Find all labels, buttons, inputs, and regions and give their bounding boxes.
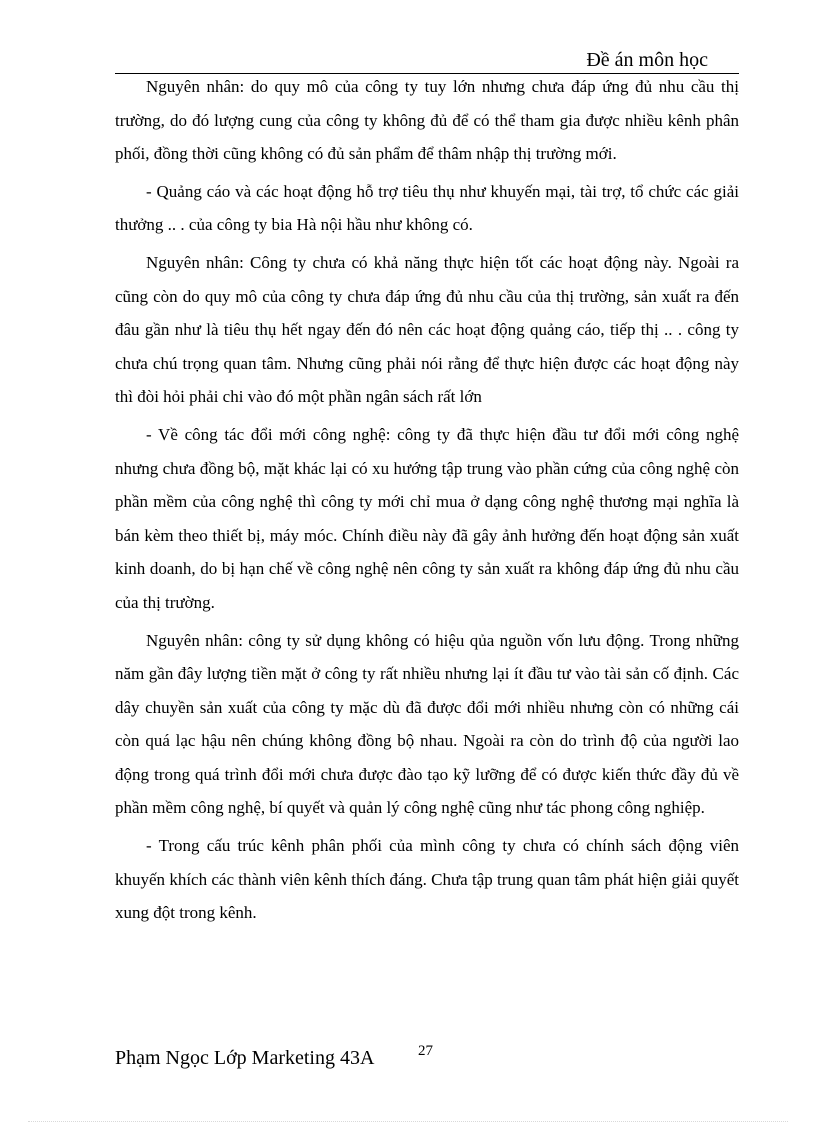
document-footer: [115, 1043, 433, 1070]
paragraph-technology-innovation: - Về công tác đổi mới công nghệ: công ty đã thực hiện đầu tư đổi mới công nghệ nhưng chưa đồng bộ, mặt khác lại có xu hướng tập trung vào phần cứng của công nghệ còn phần mềm của công nghệ thì công ty mới chỉ mua ở dạng công nghệ thương mại nghĩa là bán kèm theo thiết bị, máy móc. Chính điều này đã gây ảnh hưởng đến hoạt động sản xuất kinh doanh, do bị hạn chế về công nghệ nên công ty sản xuất ra không đáp ứng đủ nhu cầu của thị trường.: [115, 424, 739, 612]
page-number: 27: [418, 1043, 433, 1059]
paragraph-advertising-promotion: - Quảng cáo và các hoạt động hỗ trợ tiêu thụ như khuyến mại, tài trợ, tổ chức các giải thưởng .. . của công ty bia Hà nội hầu như không có.: [115, 181, 739, 235]
document-body: [115, 70, 739, 934]
paragraph-cause-capital: Nguyên nhân: công ty sử dụng không có hiệu qủa nguồn vốn lưu động. Trong những năm gần đây lượng tiền mặt ở công ty rất nhiều nhưng lại ít đầu tư vào tài sản cố định. Các dây chuyền sản xuất của công ty mặc dù đã được đổi mới nhiều nhưng còn có những cái còn quá lạc hậu nên chúng không đồng bộ nhau. Ngoài ra còn do trình độ của người lao động trong quá trình đổi mới chưa được đào tạo kỹ lưỡng để có được kiến thức đầy đủ về phần mềm công nghệ, bí quyết và quản lý công nghệ cũng như tác phong công nghiệp.: [115, 630, 739, 818]
paragraph-channel-policy: - Trong cấu trúc kênh phân phối của mình công ty chưa có chính sách động viên khuyến khích các thành viên kênh thích đáng. Chưa tập trung quan tâm phát hiện giải quyết xung đột trong kênh.: [115, 836, 739, 923]
footer-author: Phạm Ngọc Lớp Marketing 43A: [115, 1047, 375, 1069]
paragraph-cause-market-scale: Nguyên nhân: do quy mô của công ty tuy lớn nhưng chưa đáp ứng đủ nhu cầu thị trường, do đó lượng cung của công ty không đủ để có thể tham gia được nhiều kênh phân phối, đồng thời cũng không có đủ sản phẩm để thâm nhập thị trường mới.: [115, 77, 739, 164]
document-header-title: Đề án môn học: [586, 49, 708, 71]
page-bottom-border: [28, 1121, 788, 1122]
paragraph-cause-promotion: Nguyên nhân: Công ty chưa có khả năng thực hiện tốt các hoạt động này. Ngoài ra cũng còn do quy mô của công ty chưa đáp ứng đủ nhu cầu của thị trường, sản xuất ra đến đâu gần như là tiêu thụ hết ngay đến đó nên các hoạt động quảng cáo, tiếp thị .. . công ty chưa chú trọng quan tâm. Nhưng cũng phải nói rằng để thực hiện được các hoạt động này thì đòi hỏi phải chi vào đó một phần ngân sách rất lớn: [115, 252, 739, 407]
